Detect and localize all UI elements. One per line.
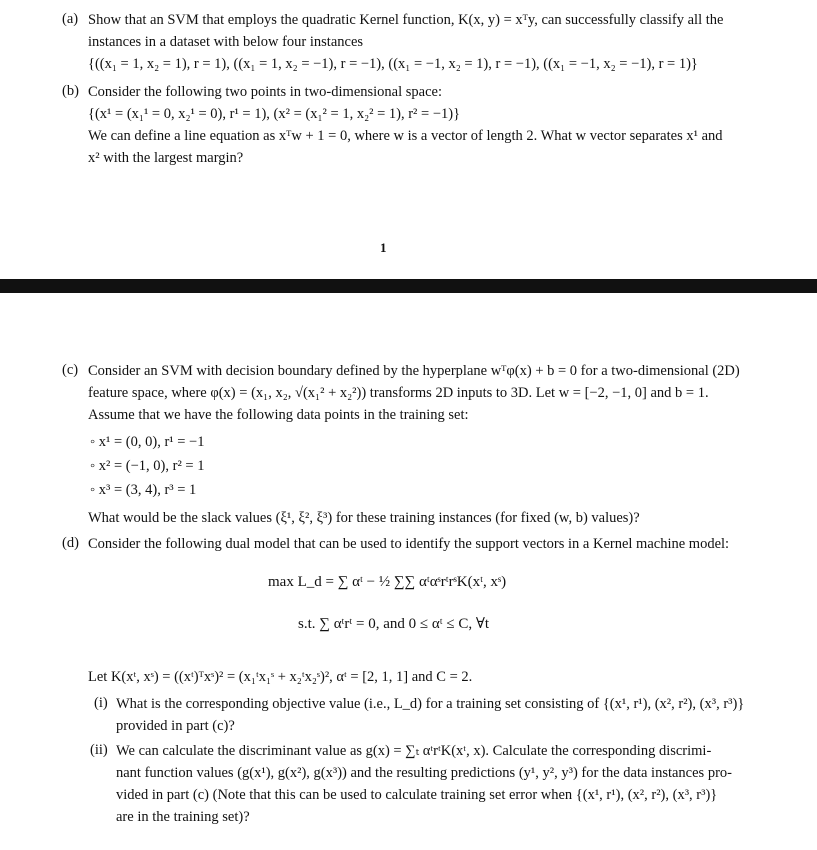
part-d-line-1: Consider the following dual model that can be used to identify the support vectors in a Kernel machine model: — [88, 536, 730, 552]
part-c-bullet-2: ◦ x² = (−1, 0), r² = 1 — [90, 458, 205, 474]
part-c-label: (c) — [62, 362, 79, 378]
page-number: 1 — [380, 240, 387, 255]
part-d-ii-line-4: are in the training set)? — [116, 809, 250, 825]
part-d-ii-label: (ii) — [90, 742, 108, 758]
page-1 — [0, 0, 817, 279]
part-b-label: (b) — [62, 83, 79, 99]
dual-objective-equation: max L_d = ∑ αᵗ − ½ ∑∑ αᵗαˢrᵗrˢK(xᵗ, xˢ) — [268, 574, 507, 590]
part-d-i-line-1: What is the corresponding objective value (i.e., L_d) for a training set consisting of {(x¹, r¹), (x², r²), (x³, r³)} — [116, 696, 745, 712]
part-c-line-1: Consider an SVM with decision boundary defined by the hyperplane wᵀφ(x) + b = 0 for a two-dimensional (2D) — [88, 363, 740, 379]
part-d-label: (d) — [62, 535, 79, 551]
part-b-line-1: Consider the following two points in two-dimensional space: — [88, 84, 442, 100]
part-a-line-2: instances in a dataset with below four instances — [88, 34, 364, 50]
part-c-line-4: What would be the slack values (ξ¹, ξ², ξ³) for these training instances (for fixed (w, b) values)? — [88, 510, 640, 526]
part-d-ii-line-2: nant function values (g(x¹), g(x²), g(x³)) and the resulting predictions (y¹, y², y³) for the data instances pro- — [116, 765, 732, 781]
part-c-bullet-1: ◦ x¹ = (0, 0), r¹ = −1 — [90, 434, 205, 450]
part-a-dataset: {((x₁ = 1, x₂ = 1), r = 1), ((x₁ = 1, x₂ = −1), r = −1), ((x₁ = −1, x₂ = 1), r = −1), ((x₁ = −1, x₂ = −1), r = 1)} — [88, 56, 698, 72]
part-d-ii-line-1: We can calculate the discriminant value as g(x) = ∑ₜ αᵗrᵗK(xᵗ, x). Calculate the corresponding discrimi- — [116, 743, 712, 759]
part-d-line-2: Let K(xᵗ, xˢ) = ((xᵗ)ᵀxˢ)² = (x₁ᵗx₁ˢ + x₂ᵗx₂ˢ)², αᵗ = [2, 1, 1] and C = 2. — [88, 669, 473, 685]
part-d-i-label: (i) — [94, 695, 108, 711]
page-separator — [0, 279, 817, 293]
part-b-line-3: We can define a line equation as xᵀw + 1 = 0, where w is a vector of length 2. What w vector separates x¹ and — [88, 128, 723, 144]
part-c-line-2: feature space, where φ(x) = (x₁, x₂, √(x₁² + x₂²)) transforms 2D inputs to 3D. Let w = [−2, −1, 0] and b = 1. — [88, 385, 709, 401]
part-d-i-line-2: provided in part (c)? — [116, 718, 235, 734]
part-a-label: (a) — [62, 11, 79, 27]
part-b-line-4: x² with the largest margin? — [88, 150, 244, 166]
part-c-line-3: Assume that we have the following data points in the training set: — [88, 407, 469, 423]
dual-constraint-equation: s.t. ∑ αᵗrᵗ = 0, and 0 ≤ αᵗ ≤ C, ∀t — [298, 616, 490, 632]
part-d-ii-line-3: vided in part (c) (Note that this can be used to calculate training set error when {(x¹, r¹), (x², r²), (x³, r³)} — [116, 787, 718, 803]
part-a-line-1: Show that an SVM that employs the quadratic Kernel function, K(x, y) = xᵀy, can successfully classify all the — [88, 12, 724, 28]
part-b-points: {(x¹ = (x₁¹ = 0, x₂¹ = 0), r¹ = 1), (x² = (x₁² = 1, x₂² = 1), r² = −1)} — [88, 106, 461, 122]
part-c-bullet-3: ◦ x³ = (3, 4), r³ = 1 — [90, 482, 197, 498]
